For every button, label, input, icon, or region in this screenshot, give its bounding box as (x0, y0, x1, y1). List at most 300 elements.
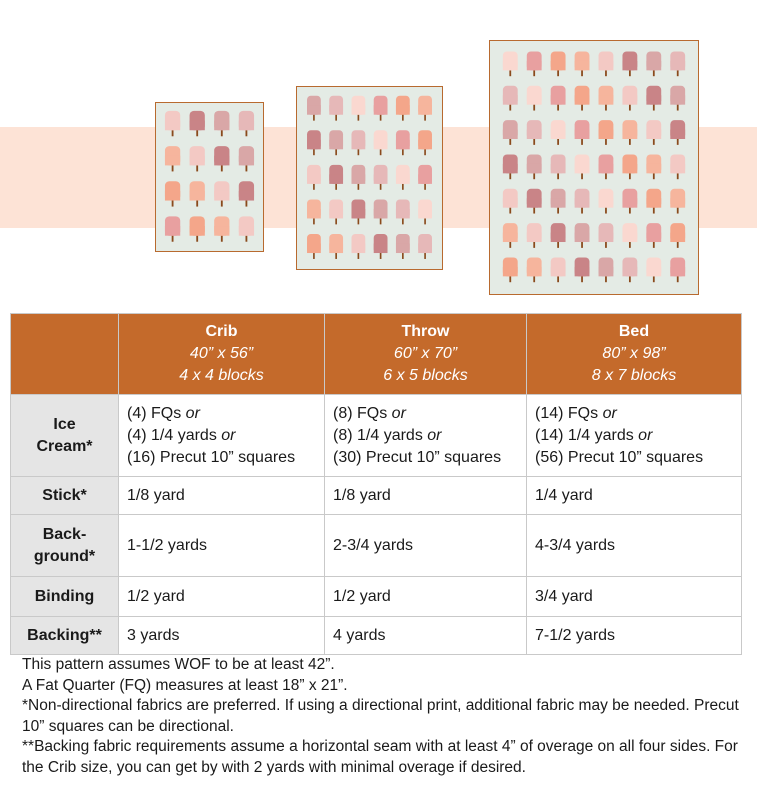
popsicle-block (307, 165, 321, 190)
ice-cream-bed (527, 395, 742, 477)
popsicle-block (503, 154, 518, 179)
popsicle-body-base (575, 233, 590, 242)
popsicle-block (646, 257, 661, 282)
popsicle-block (396, 165, 410, 190)
popsicle-body-base (599, 198, 614, 207)
popsicle-block (214, 146, 229, 171)
popsicle-body-base (214, 191, 229, 201)
popsicle-stick (172, 164, 174, 171)
popsicle-stick (196, 129, 198, 136)
popsicle-block (622, 257, 637, 282)
bed-blocks: 8 x 7 blocks (591, 367, 677, 384)
popsicle-stick (313, 217, 315, 224)
popsicle-block (599, 154, 614, 179)
popsicle-stick (557, 138, 559, 145)
popsicle-block (374, 199, 388, 224)
popsicle-block (527, 189, 542, 214)
popsicle-block (527, 86, 542, 111)
popsicle-block (351, 130, 365, 155)
popsicle-body-base (503, 95, 518, 104)
popsicle-stick (557, 241, 559, 248)
popsicle-block (527, 223, 542, 248)
popsicle-body-base (551, 130, 566, 139)
popsicle-stick (557, 207, 559, 214)
popsicle-block (646, 189, 661, 214)
popsicle-body-base (374, 209, 388, 219)
popsicle-body-base (503, 267, 518, 276)
popsicle-stick (677, 275, 679, 282)
popsicle-body-base (351, 140, 365, 150)
popsicle-stick (509, 275, 511, 282)
popsicle-body-base (599, 267, 614, 276)
popsicle-block (670, 86, 685, 111)
popsicle-stick (221, 235, 223, 242)
popsicle-stick (196, 164, 198, 171)
popsicle-block (503, 223, 518, 248)
popsicle-stick (653, 104, 655, 111)
crib-blocks: 4 x 4 blocks (179, 367, 264, 384)
background-crib: 1-1/2 yards (119, 515, 325, 577)
popsicle-body-base (239, 191, 254, 201)
popsicle-body-base (239, 121, 254, 131)
binding-label: Binding (11, 577, 119, 617)
popsicle-body-base (307, 140, 321, 150)
popsicle-body-base (670, 198, 685, 207)
popsicle-stick (245, 164, 247, 171)
popsicle-body-base (165, 226, 180, 236)
binding-crib: 1/2 yard (119, 577, 325, 617)
popsicle-block (351, 199, 365, 224)
popsicle-stick (509, 69, 511, 76)
backing-bed: 7-1/2 yards (527, 617, 742, 655)
popsicle-stick (581, 104, 583, 111)
popsicle-block (527, 257, 542, 282)
popsicle-stick (313, 252, 315, 259)
popsicle-stick (335, 183, 337, 190)
popsicle-body-base (190, 226, 205, 236)
popsicle-body-base (503, 198, 518, 207)
popsicle-body-base (646, 233, 661, 242)
popsicle-body-base (622, 233, 637, 242)
popsicle-body-base (503, 164, 518, 173)
popsicle-block (551, 189, 566, 214)
popsicle-stick (358, 148, 360, 155)
popsicle-body-base (575, 130, 590, 139)
header-row (11, 314, 742, 395)
popsicle-body-base (527, 130, 542, 139)
popsicle-body-base (575, 267, 590, 276)
popsicle-stick (605, 275, 607, 282)
fabric-requirements-table (10, 313, 742, 655)
popsicle-block (190, 146, 205, 171)
popsicle-block (418, 234, 432, 259)
background-throw: 2-3/4 yards (325, 515, 527, 577)
popsicle-stick (313, 148, 315, 155)
popsicle-stick (402, 252, 404, 259)
popsicle-stick (196, 200, 198, 207)
ice-cream-crib-line3: (16) Precut 10” squares (127, 448, 296, 466)
popsicle-body-base (551, 233, 566, 242)
popsicle-body-base (165, 121, 180, 131)
popsicle-stick (221, 164, 223, 171)
popsicle-body-base (599, 130, 614, 139)
popsicle-stick (533, 172, 535, 179)
crib-name: Crib (205, 323, 238, 340)
popsicle-stick (533, 241, 535, 248)
popsicle-stick (380, 148, 382, 155)
popsicle-block (646, 51, 661, 76)
popsicle-body-base (418, 174, 432, 184)
popsicle-stick (509, 207, 511, 214)
popsicle-stick (358, 252, 360, 259)
popsicle-body-base (503, 130, 518, 139)
popsicle-stick (402, 183, 404, 190)
popsicle-block (165, 216, 180, 241)
popsicle-block (575, 223, 590, 248)
popsicle-stick (380, 217, 382, 224)
popsicle-stick (509, 172, 511, 179)
background-label (11, 515, 119, 577)
stick-label: Stick* (11, 477, 119, 515)
popsicle-body-base (551, 198, 566, 207)
popsicle-body-base (165, 156, 180, 166)
popsicle-block (214, 181, 229, 206)
popsicle-block (165, 181, 180, 206)
popsicle-body-base (646, 267, 661, 276)
popsicle-stick (653, 138, 655, 145)
popsicle-stick (605, 104, 607, 111)
popsicle-stick (677, 138, 679, 145)
popsicle-block (329, 96, 343, 121)
popsicle-block (670, 223, 685, 248)
header-throw (325, 314, 527, 395)
popsicle-block (575, 120, 590, 145)
popsicle-stick (605, 207, 607, 214)
popsicle-stick (424, 114, 426, 121)
popsicle-body-base (374, 140, 388, 150)
popsicle-block (670, 51, 685, 76)
popsicle-body-base (670, 61, 685, 70)
popsicle-body-base (307, 244, 321, 254)
popsicle-block (527, 51, 542, 76)
popsicle-stick (358, 183, 360, 190)
background-label-line1: Back- (42, 525, 87, 543)
popsicle-body-base (165, 191, 180, 201)
popsicle-block (670, 189, 685, 214)
popsicle-block (329, 199, 343, 224)
backing-crib: 3 yards (119, 617, 325, 655)
ice-cream-label-line2: Cream* (36, 437, 93, 455)
popsicle-stick (221, 200, 223, 207)
popsicle-stick (313, 114, 315, 121)
popsicle-block (622, 154, 637, 179)
popsicle-stick (533, 138, 535, 145)
popsicle-body-base (551, 267, 566, 276)
popsicle-stick (424, 148, 426, 155)
ice-cream-crib-line1: (4) FQs or (127, 404, 200, 422)
popsicle-body-base (239, 156, 254, 166)
popsicle-block (307, 199, 321, 224)
popsicle-stick (335, 252, 337, 259)
popsicle-block (503, 120, 518, 145)
popsicle-body-base (329, 105, 343, 115)
crib-quilt-illustration (155, 102, 264, 252)
popsicle-block (551, 223, 566, 248)
popsicle-body-base (329, 140, 343, 150)
popsicle-stick (313, 183, 315, 190)
popsicle-block (239, 216, 254, 241)
popsicle-body-base (622, 198, 637, 207)
popsicle-stick (653, 69, 655, 76)
popsicle-body-base (622, 267, 637, 276)
popsicle-stick (581, 172, 583, 179)
popsicle-stick (581, 138, 583, 145)
ice-cream-label (11, 395, 119, 477)
popsicle-stick (380, 183, 382, 190)
popsicle-body-base (575, 198, 590, 207)
popsicle-body-base (670, 267, 685, 276)
popsicle-stick (677, 69, 679, 76)
bed-name: Bed (618, 323, 650, 340)
popsicle-body-base (396, 209, 410, 219)
popsicle-block (551, 51, 566, 76)
popsicle-body-base (646, 130, 661, 139)
popsicle-body-base (599, 164, 614, 173)
popsicle-stick (172, 129, 174, 136)
popsicle-block (575, 257, 590, 282)
header-crib (119, 314, 325, 395)
backing-throw: 4 yards (325, 617, 527, 655)
popsicle-stick (629, 172, 631, 179)
ice-cream-bed-line1: (14) FQs or (535, 404, 617, 422)
popsicle-body-base (329, 209, 343, 219)
popsicle-block (214, 111, 229, 136)
popsicle-stick (424, 217, 426, 224)
ice-cream-label-line1: Ice (53, 415, 76, 433)
popsicle-body-base (396, 244, 410, 254)
popsicle-body-base (622, 164, 637, 173)
popsicle-block (551, 86, 566, 111)
stick-crib: 1/8 yard (119, 477, 325, 515)
popsicle-body-base (622, 61, 637, 70)
popsicle-body-base (670, 233, 685, 242)
popsicle-block (575, 51, 590, 76)
popsicle-stick (533, 104, 535, 111)
popsicle-stick (605, 241, 607, 248)
popsicle-block (622, 223, 637, 248)
popsicle-stick (380, 252, 382, 259)
popsicle-block (551, 120, 566, 145)
popsicle-block (646, 223, 661, 248)
popsicle-stick (605, 138, 607, 145)
note-wof: This pattern assumes WOF to be at least 42”. (22, 656, 335, 673)
popsicle-body-base (670, 164, 685, 173)
popsicle-body-base (374, 244, 388, 254)
popsicle-block (599, 189, 614, 214)
backing-label: Backing** (11, 617, 119, 655)
popsicle-body-base (599, 61, 614, 70)
popsicle-body-base (670, 95, 685, 104)
popsicle-block (670, 120, 685, 145)
popsicle-stick (605, 172, 607, 179)
bed-size: 80” x 98” (602, 345, 666, 362)
crib-size: 40” x 56” (189, 345, 254, 362)
popsicle-body-base (214, 226, 229, 236)
popsicle-body-base (575, 61, 590, 70)
popsicle-body-base (307, 209, 321, 219)
popsicle-stick (402, 217, 404, 224)
popsicle-stick (653, 241, 655, 248)
popsicle-body-base (190, 191, 205, 201)
popsicle-body-base (418, 209, 432, 219)
popsicle-block (351, 234, 365, 259)
binding-throw: 1/2 yard (325, 577, 527, 617)
popsicle-grid (297, 87, 442, 269)
popsicle-stick (581, 69, 583, 76)
popsicle-block (622, 189, 637, 214)
popsicle-body-base (396, 140, 410, 150)
popsicle-body-base (374, 105, 388, 115)
popsicle-block (527, 120, 542, 145)
popsicle-block (307, 96, 321, 121)
popsicle-stick (358, 114, 360, 121)
popsicle-stick (424, 183, 426, 190)
popsicle-body-base (239, 226, 254, 236)
popsicle-block (599, 86, 614, 111)
popsicle-block (239, 181, 254, 206)
note-backing: **Backing fabric requirements assume a horizontal seam with at least 4” of overage on all four sides. For the Crib size, you can get by with 2 yards with minimal overage if desired. (22, 738, 738, 776)
popsicle-block (646, 154, 661, 179)
popsicle-block (599, 51, 614, 76)
popsicle-body-base (307, 105, 321, 115)
popsicle-stick (581, 207, 583, 214)
popsicle-stick (533, 69, 535, 76)
popsicle-stick (605, 69, 607, 76)
popsicle-stick (653, 275, 655, 282)
popsicle-block (190, 111, 205, 136)
popsicle-stick (380, 114, 382, 121)
popsicle-body-base (418, 244, 432, 254)
popsicle-body-base (527, 164, 542, 173)
popsicle-body-base (527, 233, 542, 242)
throw-blocks: 6 x 5 blocks (383, 367, 468, 384)
ice-cream-crib-line2: (4) 1/4 yards or (127, 426, 236, 444)
popsicle-stick (335, 217, 337, 224)
popsicle-block (622, 86, 637, 111)
popsicle-stick (653, 172, 655, 179)
popsicle-body-base (622, 130, 637, 139)
popsicle-block (503, 257, 518, 282)
stick-throw: 1/8 yard (325, 477, 527, 515)
popsicle-body-base (190, 156, 205, 166)
background-bed: 4-3/4 yards (527, 515, 742, 577)
popsicle-block (503, 189, 518, 214)
popsicle-block (214, 216, 229, 241)
popsicle-block (396, 96, 410, 121)
popsicle-stick (629, 241, 631, 248)
ice-cream-bed-line2: (14) 1/4 yards or (535, 426, 653, 444)
popsicle-body-base (551, 164, 566, 173)
popsicle-block (418, 199, 432, 224)
popsicle-block (374, 130, 388, 155)
popsicle-block (329, 130, 343, 155)
popsicle-stick (629, 275, 631, 282)
popsicle-block (503, 51, 518, 76)
popsicle-body-base (214, 156, 229, 166)
popsicle-body-base (575, 95, 590, 104)
stick-bed: 1/4 yard (527, 477, 742, 515)
popsicle-stick (402, 114, 404, 121)
popsicle-block (190, 216, 205, 241)
note-fat-quarter: A Fat Quarter (FQ) measures at least 18” x 21”. (22, 676, 348, 694)
popsicle-body-base (599, 95, 614, 104)
popsicle-block (396, 234, 410, 259)
popsicle-body-base (527, 61, 542, 70)
popsicle-stick (557, 69, 559, 76)
popsicle-block (622, 51, 637, 76)
popsicle-stick (358, 217, 360, 224)
popsicle-block (396, 130, 410, 155)
popsicle-body-base (418, 140, 432, 150)
popsicle-stick (581, 275, 583, 282)
popsicle-block (374, 234, 388, 259)
popsicle-stick (557, 172, 559, 179)
popsicle-body-base (503, 61, 518, 70)
popsicle-stick (677, 104, 679, 111)
popsicle-block (307, 234, 321, 259)
popsicle-block (351, 165, 365, 190)
throw-size: 60” x 70” (393, 345, 458, 362)
header-bed (527, 314, 742, 395)
popsicle-body-base (646, 198, 661, 207)
popsicle-stick (335, 114, 337, 121)
stick-row (11, 477, 742, 515)
binding-bed: 3/4 yard (527, 577, 742, 617)
popsicle-grid (156, 103, 263, 251)
popsicle-body-base (329, 174, 343, 184)
popsicle-body-base (214, 121, 229, 131)
popsicle-stick (557, 104, 559, 111)
popsicle-body-base (503, 233, 518, 242)
popsicle-block (551, 257, 566, 282)
popsicle-block (575, 154, 590, 179)
popsicle-block (239, 146, 254, 171)
popsicle-body-base (396, 105, 410, 115)
popsicle-stick (196, 235, 198, 242)
popsicle-stick (509, 241, 511, 248)
popsicle-stick (335, 148, 337, 155)
popsicle-body-base (599, 233, 614, 242)
ice-cream-row (11, 395, 742, 477)
popsicle-block (670, 154, 685, 179)
popsicle-block (374, 96, 388, 121)
popsicle-block (575, 189, 590, 214)
popsicle-stick (221, 129, 223, 136)
popsicle-block (418, 96, 432, 121)
popsicle-block (351, 96, 365, 121)
popsicle-body-base (551, 95, 566, 104)
popsicle-body-base (396, 174, 410, 184)
popsicle-stick (245, 129, 247, 136)
popsicle-body-base (351, 244, 365, 254)
popsicle-stick (509, 138, 511, 145)
popsicle-block (165, 111, 180, 136)
ice-cream-throw-line1: (8) FQs or (333, 404, 406, 422)
popsicle-stick (629, 104, 631, 111)
popsicle-stick (677, 207, 679, 214)
popsicle-block (190, 181, 205, 206)
popsicle-body-base (551, 61, 566, 70)
